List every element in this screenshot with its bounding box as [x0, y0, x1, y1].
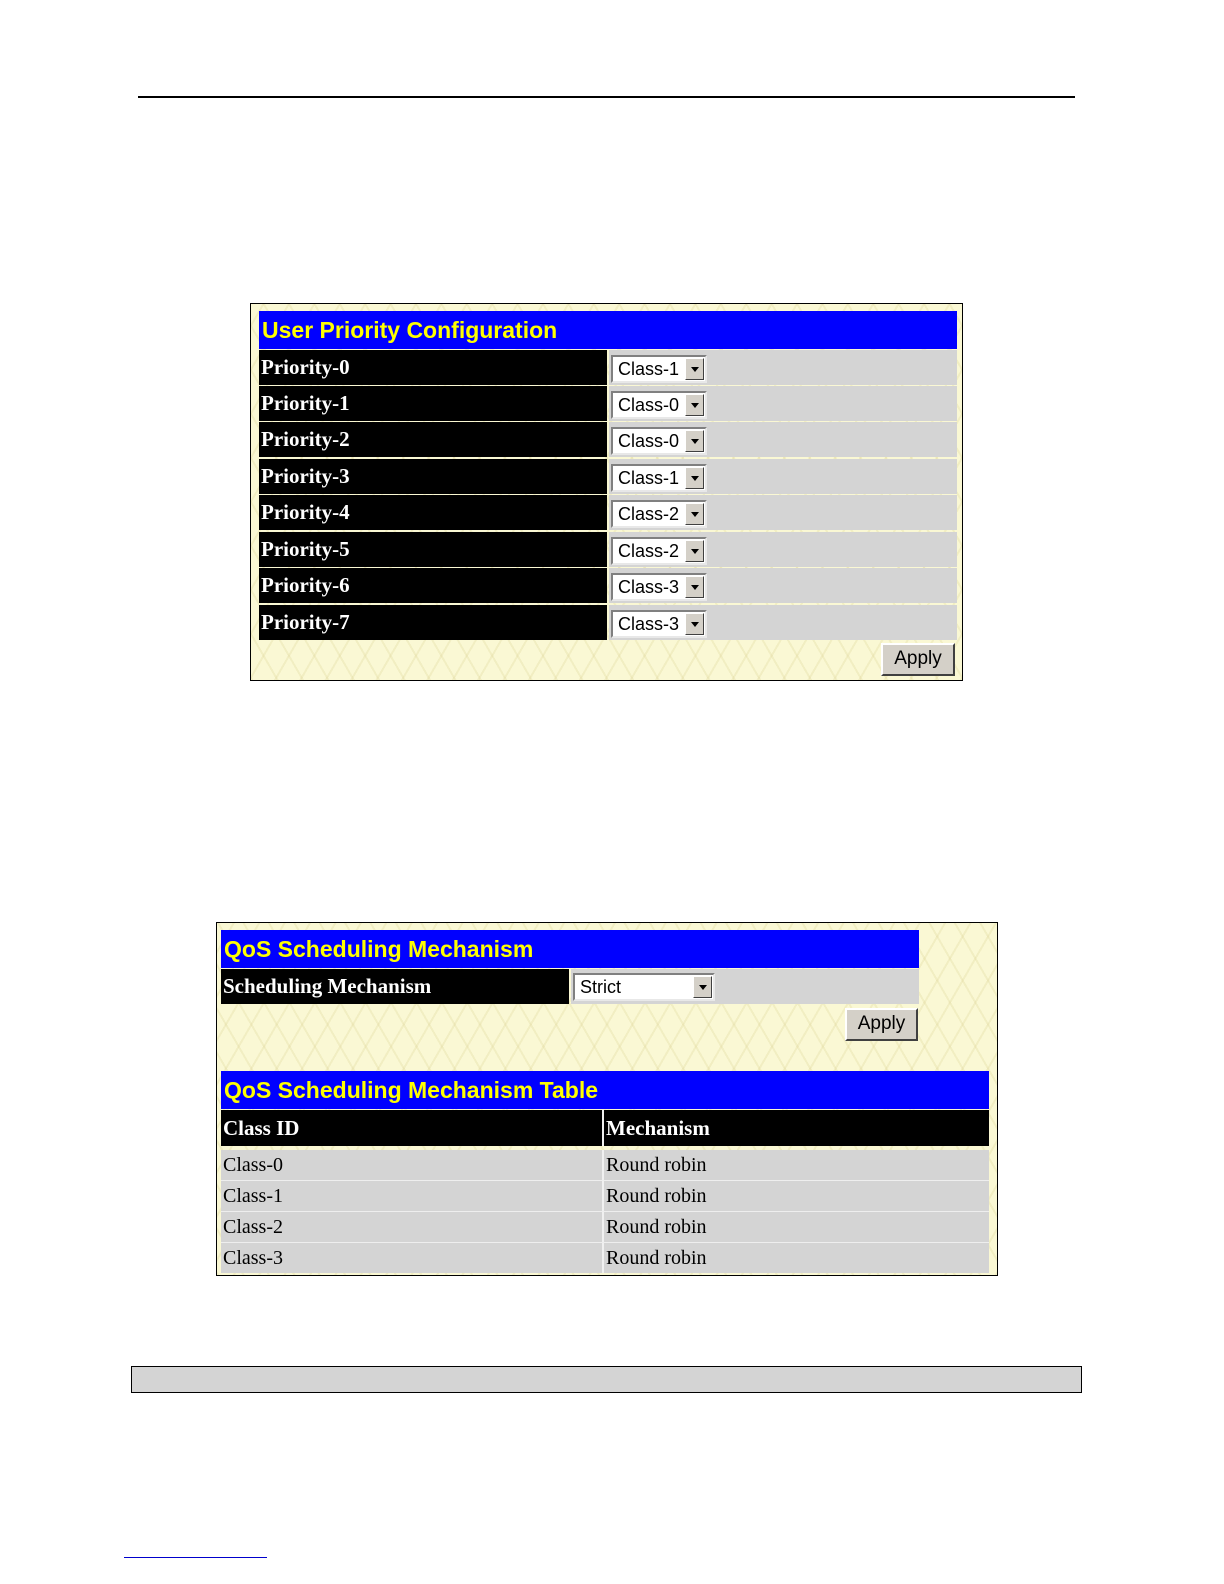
chevron-down-icon[interactable] — [693, 976, 712, 998]
scheduling-apply-button[interactable]: Apply — [845, 1008, 918, 1041]
priority-row-0 — [259, 350, 957, 385]
column-header-class-id: Class ID — [223, 1116, 300, 1140]
chevron-down-icon[interactable] — [685, 503, 704, 525]
column-divider — [602, 1181, 604, 1211]
column-divider — [602, 1110, 604, 1146]
priority-7-class-select[interactable] — [611, 610, 707, 638]
user-priority-title: User Priority Configuration — [259, 311, 957, 349]
priority-label: Priority-0 — [259, 350, 607, 385]
priority-label: Priority-2 — [259, 422, 607, 457]
select-value: Class-2 — [618, 504, 680, 524]
column-divider — [602, 1212, 604, 1242]
chevron-down-icon[interactable] — [685, 540, 704, 562]
select-value: Strict — [580, 977, 622, 997]
priority-label: Priority-4 — [259, 495, 607, 530]
priority-5-class-select[interactable] — [611, 537, 707, 565]
table-row — [221, 1180, 989, 1211]
column-divider — [602, 1150, 604, 1180]
page-header-rule — [138, 96, 1075, 98]
priority-cell — [609, 605, 957, 640]
priority-6-class-select[interactable] — [611, 573, 707, 601]
cell-mechanism: Round robin — [606, 1185, 707, 1207]
priority-row-1 — [259, 386, 957, 421]
priority-0-class-select[interactable] — [611, 355, 707, 383]
priority-label: Priority-1 — [259, 386, 607, 421]
table-row — [221, 1242, 989, 1273]
select-value: Class-3 — [618, 577, 680, 597]
scheduling-mechanism-cell — [571, 969, 919, 1004]
cell-mechanism: Round robin — [606, 1247, 707, 1269]
note-bar — [131, 1366, 1082, 1393]
select-value: Class-0 — [618, 431, 680, 451]
priority-label: Priority-5 — [259, 532, 607, 567]
priority-label: Priority-6 — [259, 568, 607, 603]
priority-row-7 — [259, 605, 957, 640]
table-header-row — [221, 1110, 989, 1146]
scheduling-title: QoS Scheduling Mechanism — [221, 930, 919, 968]
chevron-down-icon[interactable] — [685, 430, 704, 452]
priority-label: Priority-3 — [259, 459, 607, 494]
cell-class-id: Class-1 — [223, 1185, 283, 1207]
cell-mechanism: Round robin — [606, 1216, 707, 1238]
chevron-down-icon[interactable] — [685, 576, 704, 598]
table-row — [221, 1150, 989, 1180]
column-divider — [602, 1243, 604, 1273]
priority-cell — [609, 350, 957, 385]
cell-class-id: Class-0 — [223, 1154, 283, 1176]
cell-class-id: Class-2 — [223, 1216, 283, 1238]
select-value: Class-0 — [618, 395, 680, 415]
chevron-down-icon[interactable] — [685, 613, 704, 635]
priority-cell — [609, 495, 957, 530]
priority-2-class-select[interactable] — [611, 427, 707, 455]
priority-cell — [609, 386, 957, 421]
scheduling-mechanism-select[interactable] — [573, 973, 715, 1001]
user-priority-panel — [250, 303, 963, 681]
priority-row-3 — [259, 459, 957, 494]
scheduling-mechanism-label: Scheduling Mechanism — [221, 969, 569, 1004]
column-header-mechanism: Mechanism — [606, 1116, 710, 1140]
footnote-rule — [124, 1557, 267, 1558]
priority-4-class-select[interactable] — [611, 500, 707, 528]
select-value: Class-1 — [618, 359, 680, 379]
priority-row-2 — [259, 422, 957, 457]
user-priority-apply-button[interactable]: Apply — [881, 643, 955, 676]
qos-scheduling-panel — [216, 922, 998, 1276]
priority-row-5 — [259, 532, 957, 567]
scheduling-table-title: QoS Scheduling Mechanism Table — [221, 1071, 989, 1109]
priority-1-class-select[interactable] — [611, 391, 707, 419]
priority-3-class-select[interactable] — [611, 464, 707, 492]
priority-row-4 — [259, 495, 957, 530]
chevron-down-icon[interactable] — [685, 394, 704, 416]
chevron-down-icon[interactable] — [685, 467, 704, 489]
cell-mechanism: Round robin — [606, 1154, 707, 1176]
select-value: Class-2 — [618, 541, 680, 561]
select-value: Class-3 — [618, 614, 680, 634]
priority-cell — [609, 568, 957, 603]
priority-label: Priority-7 — [259, 605, 607, 640]
priority-cell — [609, 422, 957, 457]
select-value: Class-1 — [618, 468, 680, 488]
chevron-down-icon[interactable] — [685, 358, 704, 380]
priority-cell — [609, 459, 957, 494]
cell-class-id: Class-3 — [223, 1247, 283, 1269]
table-row — [221, 1211, 989, 1242]
scheduling-mechanism-row — [221, 969, 919, 1004]
priority-cell — [609, 532, 957, 567]
priority-row-6 — [259, 568, 957, 603]
